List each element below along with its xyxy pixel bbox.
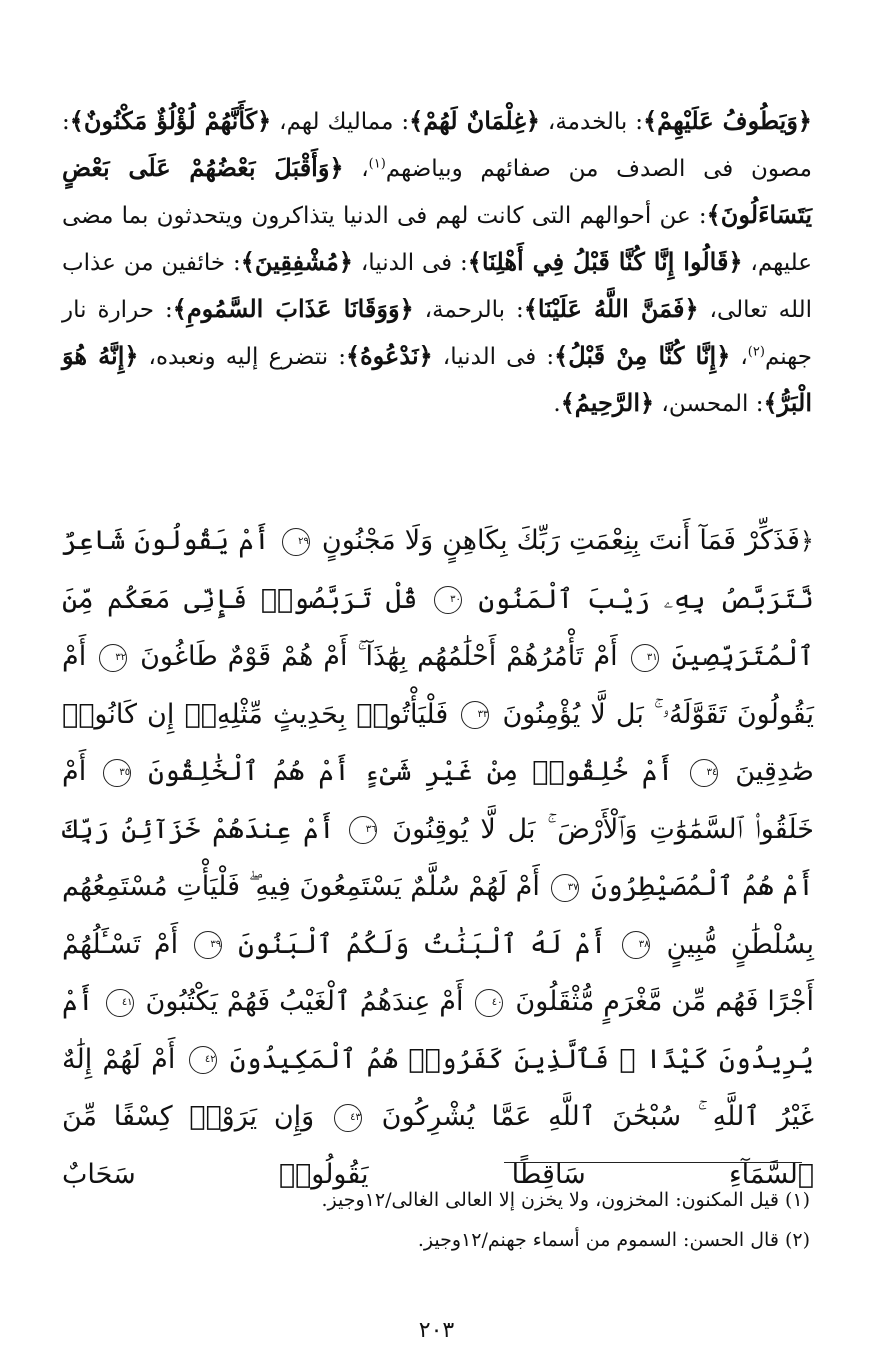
quran-quote: ﴿وَيَطُوفُ عَلَيْهِمْ﴾: [643, 106, 812, 135]
commentary-segment: : مصون فى الصدف من صفائهم وبياضهم: [62, 109, 813, 182]
quran-quote: ﴿غِلْمَانٌ لَهُمْ﴾: [409, 106, 540, 135]
verse-text: وَإِن يَرَوْا۟ كِسْفًا مِّنَ ٱلسَّمَآءِ سَاقِطًا يَقُولُوا۟ سَحَابٌ: [62, 1101, 814, 1190]
verse-number-marker: ٤٢: [189, 1046, 217, 1074]
verse-text: فَلْيَأْتُوا۟ بِحَدِيثٍ مِّثْلِهِۦٓ إِن كَانُوا۟ صَٰدِقِينَ: [62, 698, 814, 787]
commentary-segment: : بالرحمة،: [413, 297, 524, 323]
verse-number-marker: ٣٠: [434, 586, 462, 614]
commentary-segment: : المحسن،: [654, 391, 764, 417]
verse-text: أَمْ يُرِيدُونَ كَيْدًا ۖ فَٱلَّذِينَ كَفَرُوا۟ هُمُ ٱلْمَكِيدُونَ: [62, 986, 814, 1075]
verse-text: فَذَكِّرْ فَمَآ أَنتَ بِنِعْمَتِ رَبِّكَ بِكَاهِنٍ وَلَا مَجْنُونٍ: [321, 525, 800, 556]
commentary-segment: : فى الدنيا،: [352, 250, 468, 276]
commentary-segment: : حرارة نار جهنم: [62, 297, 813, 370]
verse-number-marker: ٣٣: [461, 701, 489, 729]
verse-number-marker: ٣٥: [103, 759, 131, 787]
commentary-segment: : فى الدنيا،: [432, 344, 555, 370]
verse-text: أَمْ خُلِقُوا۟ مِنْ غَيْرِ شَىْءٍ أَمْ هُمُ ٱلْخَٰلِقُونَ: [148, 756, 674, 787]
quran-verses: [62, 512, 814, 1203]
verse-number-marker: ٣١: [631, 644, 659, 672]
commentary-segment: : مماليك لهم،: [271, 109, 410, 135]
verse-number-marker: ٣٩: [194, 931, 222, 959]
commentary-segment: : خائفين من عذاب الله تعالى،: [62, 250, 813, 323]
verse-open-ornament: ﴿: [799, 527, 814, 555]
verse-number-marker: ٣٨: [622, 931, 650, 959]
verse-text: أَمْ عِندَهُمُ ٱلْغَيْبُ فَهُمْ يَكْتُبُونَ: [145, 986, 464, 1017]
quran-quote: ﴿الرَّحِيمُ﴾: [560, 388, 655, 417]
verse-text: أَمْ لَهُ ٱلْبَنَٰتُ وَلَكُمُ ٱلْبَنُونَ: [238, 928, 607, 960]
footnote-divider: [504, 1162, 802, 1163]
quran-quote: ﴿فَمَنَّ اللَّهُ عَلَيْنَا﴾: [523, 294, 699, 323]
quran-quote: ﴿إِنَّهُ هُوَ الْبَرُّ﴾: [62, 341, 812, 417]
quran-quote: ﴿وَأَقْبَلَ بَعْضُهُمْ عَلَى بَعْضٍ يَتَسَاءَلُونَ﴾: [62, 153, 812, 229]
verse-number-marker: ٣٧: [551, 874, 579, 902]
verse-text: قُلْ تَرَبَّصُوا۟ فَإِنِّى مَعَكُم مِّنَ ٱلْمُتَرَبِّصِينَ: [62, 583, 814, 672]
verse-text: أَمْ عِندَهُمْ خَزَآئِنُ رَبِّكَ أَمْ هُمُ ٱلْمُصَيْطِرُونَ: [62, 813, 814, 902]
quran-quote: ﴿إِنَّا كُنَّا مِنْ قَبْلُ﴾: [554, 341, 731, 370]
verse-text: أَمْ يَقُولُونَ شَاعِرٌ نَّتَرَبَّصُ بِهِۦ رَيْبَ ٱلْمَنُونِ: [62, 525, 814, 615]
verse-number-marker: ٣٢: [99, 644, 127, 672]
quran-quote: ﴿نَدْعُوهُ﴾: [346, 341, 433, 370]
commentary-segment: : عن أحوالهم التى كانت لهم فى الدنيا يتذاكرون ويتحدثون بما مضى عليهم،: [62, 203, 813, 276]
commentary-segment: : بالخدمة،: [539, 109, 644, 135]
footnote: (٢) قال الحسن: السموم من أسماء جهنم/١٢وجيز.: [417, 1229, 810, 1251]
commentary-segment: : نتضرع إليه ونعبده،: [138, 344, 347, 370]
verse-number-marker: ٤٠: [475, 989, 503, 1017]
verse-text: أَمْ لَهُمْ سُلَّمٌ يَسْتَمِعُونَ فِيهِ ۖ فَلْيَأْتِ مُسْتَمِعُهُم بِسُلْطَٰنٍ مُّبِينٍ: [62, 871, 814, 960]
verse-text: أَمْ تَسْـَٔلُهُمْ أَجْرًا فَهُم مِّن مَّغْرَمٍ مُّثْقَلُونَ: [62, 928, 815, 1017]
quran-quote: ﴿مُشْفِقِينَ﴾: [240, 247, 353, 276]
verse-number-marker: ٤١: [106, 989, 134, 1017]
verse-text: أَمْ لَهُمْ إِلَٰهٌ غَيْرُ ٱللَّهِ ۚ سُبْحَٰنَ ٱللَّهِ عَمَّا يُشْرِكُونَ: [62, 1043, 814, 1132]
commentary-segment: .: [553, 391, 561, 417]
commentary-segment: ،: [730, 344, 748, 370]
verse-number-marker: ٣٤: [690, 759, 718, 787]
footnotes: [62, 1180, 810, 1260]
verse-number-marker: ٢٩: [282, 528, 310, 556]
verse-number-marker: ٤٣: [334, 1104, 362, 1132]
footnote: (١) قيل المكنون: المخزون، ولا يخزن إلا العالى الغالى/١٢وجيز.: [321, 1189, 810, 1211]
commentary-segment: ،: [343, 156, 369, 182]
verse-number-marker: ٣٦: [349, 816, 377, 844]
quran-quote: ﴿قَالُوا إِنَّا كُنَّا قَبْلُ فِي أَهْلِنَا﴾: [467, 247, 743, 276]
commentary-text: [62, 98, 812, 427]
footnote-ref: (١): [368, 156, 386, 172]
verse-text: أَمْ يَقُولُونَ تَقَوَّلَهُۥ ۚ بَل لَّا يُؤْمِنُونَ: [62, 641, 814, 730]
page-number: ٢٠٣: [418, 1318, 455, 1343]
quran-quote: ﴿وَوَقَانَا عَذَابَ السَّمُومِ﴾: [172, 294, 414, 323]
verse-text: أَمْ تَأْمُرُهُمْ أَحْلَٰمُهُم بِهَٰذَآ ۚ أَمْ هُمْ قَوْمٌ طَاغُونَ: [140, 641, 618, 672]
quran-quote: ﴿كَأَنَّهُمْ لُؤْلُؤٌ مَكْنُونٌ﴾: [69, 106, 272, 135]
footnote-ref: (٢): [747, 344, 765, 360]
verse-text: أَمْ خَلَقُوا۟ ٱلسَّمَٰوَٰتِ وَٱلْأَرْضَ ۚ بَل لَّا يُوقِنُونَ: [62, 756, 814, 845]
